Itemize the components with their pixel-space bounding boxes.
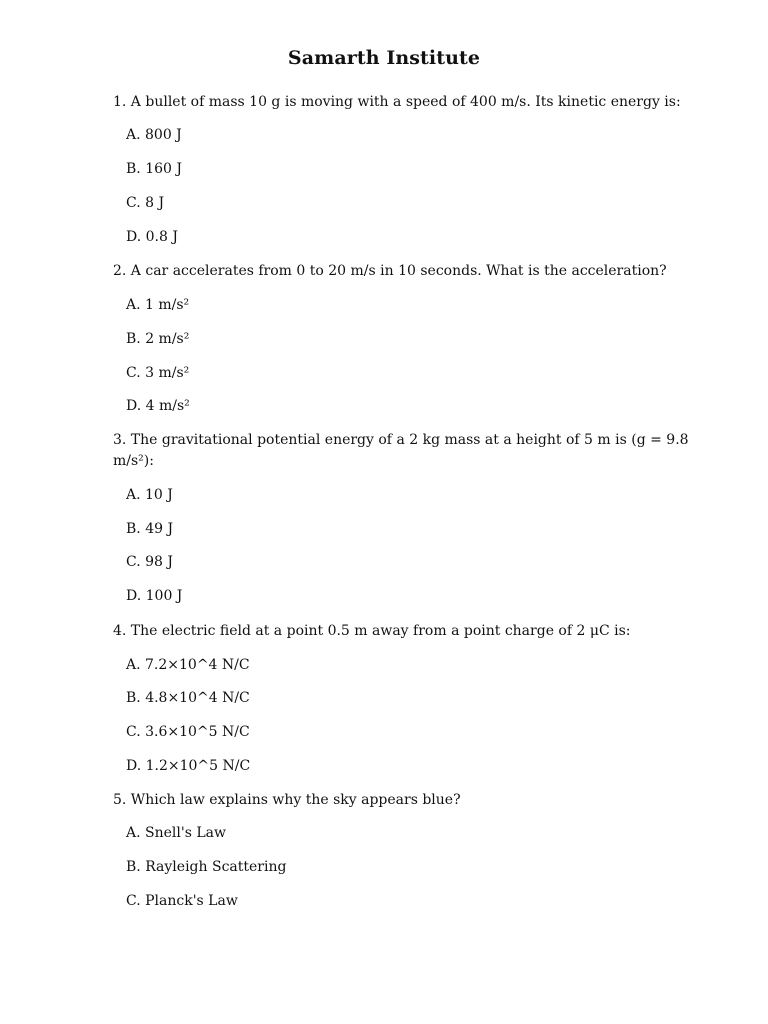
question-3-option-b: B. 49 J (126, 521, 174, 537)
question-1-option-b: B. 160 J (126, 161, 182, 177)
question-2-option-c: C. 3 m/s² (126, 365, 190, 381)
question-3-option-a: A. 10 J (126, 487, 173, 503)
question-1-option-c: C. 8 J (126, 195, 165, 211)
question-2-option-b: B. 2 m/s² (126, 331, 190, 347)
question-5-option-c: C. Planck's Law (126, 893, 238, 909)
question-4-text: 4. The electric field at a point 0.5 m away from a point charge of 2 μC is: (113, 623, 631, 639)
page-title: Samarth Institute (287, 47, 481, 69)
question-1-option-a: A. 800 J (126, 127, 182, 143)
question-4-option-c: C. 3.6×10^5 N/C (126, 724, 250, 740)
question-4-option-d: D. 1.2×10^5 N/C (126, 758, 251, 774)
question-1-option-d: D. 0.8 J (126, 229, 178, 245)
question-2-option-d: D. 4 m/s² (126, 398, 190, 414)
question-3-text: 3. The gravitational potential energy of a 2 kg mass at a height of 5 m is (g = 9.8 (113, 432, 689, 448)
question-4-option-a: A. 7.2×10^4 N/C (126, 657, 250, 673)
question-2-text: 2. A car accelerates from 0 to 20 m/s in 10 seconds. What is the acceleration? (113, 263, 667, 279)
question-5-option-b: B. Rayleigh Scattering (126, 859, 287, 875)
question-5-option-a: A. Snell's Law (126, 825, 226, 841)
question-2-option-a: A. 1 m/s² (126, 297, 190, 313)
question-1-text: 1. A bullet of mass 10 g is moving with a speed of 400 m/s. Its kinetic energy is: (113, 94, 681, 110)
question-5-text: 5. Which law explains why the sky appears blue? (113, 792, 461, 808)
question-3-text-continued: m/s²): (113, 453, 154, 469)
question-3-option-d: D. 100 J (126, 588, 183, 604)
question-4-option-b: B. 4.8×10^4 N/C (126, 690, 250, 706)
question-3-option-c: C. 98 J (126, 554, 173, 570)
